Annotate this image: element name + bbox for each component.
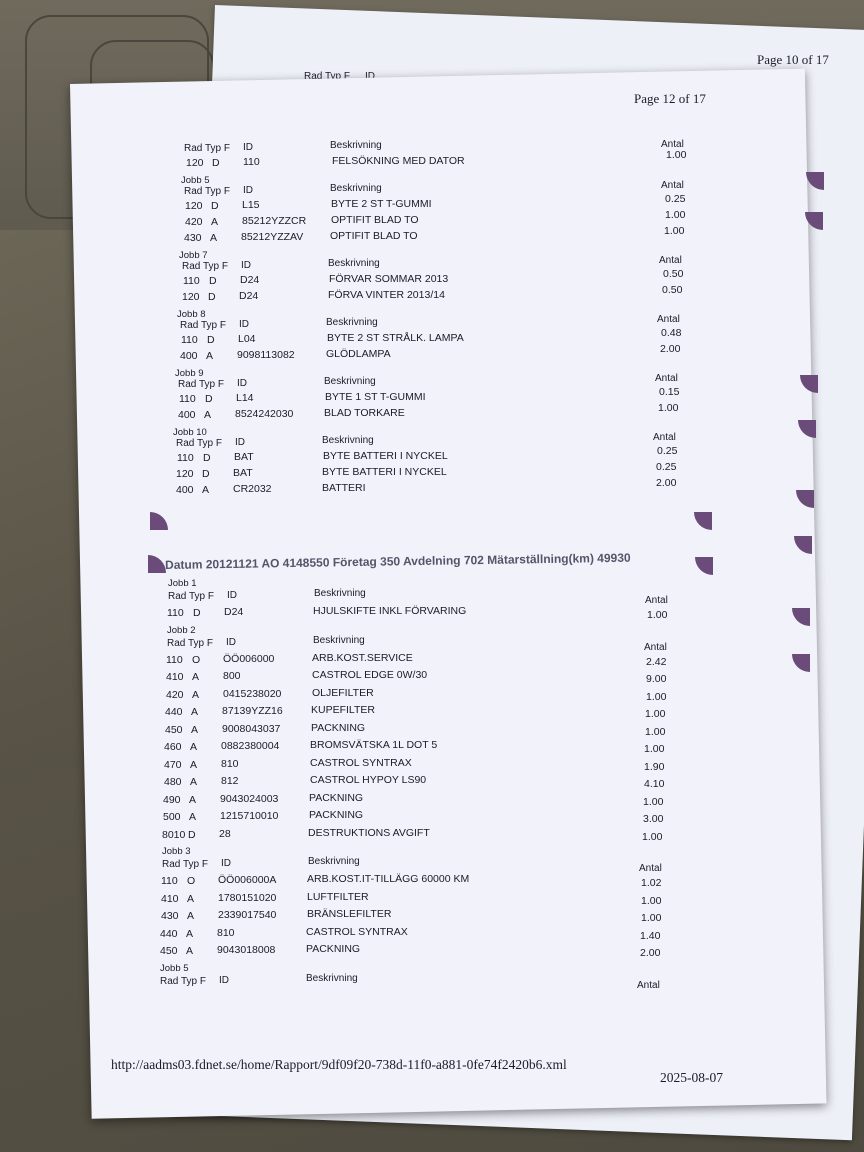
row-antal: 0.15 <box>659 386 680 398</box>
header-antal: Antal <box>644 642 667 653</box>
row-id: 85212YZZCR <box>242 215 307 227</box>
row-rad: 410 <box>161 893 179 905</box>
row-typ: A <box>186 928 194 940</box>
header-antal: Antal <box>659 255 682 266</box>
header-id: ID <box>243 142 253 153</box>
back-header-id: ID <box>365 71 375 82</box>
row-id: D24 <box>224 606 244 618</box>
row-beskrivning: GLÖDLAMPA <box>326 348 391 360</box>
row-antal: 2.00 <box>640 947 661 959</box>
punch-mark <box>794 536 812 554</box>
row-beskrivning: BYTE BATTERI I NYCKEL <box>322 466 447 478</box>
row-typ: D <box>208 291 216 303</box>
row-typ: A <box>187 893 195 905</box>
row-antal: 2.00 <box>660 343 681 355</box>
row-beskrivning: PACKNING <box>309 792 364 804</box>
row-id: L04 <box>238 333 256 345</box>
back-page-number: Page 10 of 17 <box>757 52 829 67</box>
row-antal: 1.00 <box>644 743 665 755</box>
row-rad: 120 <box>176 468 194 480</box>
row-rad: 110 <box>177 452 194 464</box>
row-antal: 1.40 <box>640 930 661 942</box>
header-antal: Antal <box>657 314 680 325</box>
row-id: 810 <box>221 758 239 770</box>
row-id: 9043018008 <box>217 944 276 956</box>
row-id: 85212YZZAV <box>241 231 304 243</box>
row-rad: 440 <box>165 706 183 718</box>
row-typ: A <box>191 706 199 718</box>
row-antal: 0.25 <box>665 193 686 205</box>
row-typ: D <box>207 334 215 346</box>
header-rad-typ-f: Rad Typ F <box>167 638 213 649</box>
header-rad-typ-f: Rad Typ F <box>180 320 226 331</box>
row-rad: 420 <box>185 216 203 228</box>
row-typ: O <box>187 875 196 887</box>
row-typ: D <box>212 157 220 169</box>
header-rad-typ-f: Rad Typ F <box>184 143 230 154</box>
footer-url: http://aadms03.fdnet.se/home/Rapport/9df09f20-738d-11f0-a881-0fe74f2420b6.xml <box>111 1057 567 1072</box>
row-rad: 120 <box>186 157 204 169</box>
job-label: Jobb 3 <box>162 846 191 857</box>
row-id: 87139YZZ16 <box>222 705 283 717</box>
job-label: Jobb 9 <box>175 368 204 379</box>
row-rad: 400 <box>176 484 194 496</box>
punch-mark <box>796 490 814 508</box>
header-antal: Antal <box>661 180 684 191</box>
row-rad: 110 <box>183 275 200 287</box>
row-rad: 120 <box>185 200 203 212</box>
header-beskrivning: Beskrivning <box>306 973 358 984</box>
row-rad: 120 <box>182 291 200 303</box>
row-typ: D <box>211 200 219 212</box>
row-id: 28 <box>219 828 231 840</box>
row-beskrivning: OLJEFILTER <box>312 687 374 699</box>
row-beskrivning: ARB.KOST.IT-TILLÄGG 60000 KM <box>307 873 470 885</box>
back-header-rad: Rad Typ F <box>304 71 350 82</box>
row-rad: 110 <box>167 607 184 619</box>
row-typ: D <box>202 468 210 480</box>
row-antal: 1.00 <box>647 609 668 621</box>
row-id: 812 <box>221 775 239 787</box>
row-id: ÖÖ006000A <box>218 874 277 886</box>
row-beskrivning: CASTROL HYPOY LS90 <box>310 774 427 786</box>
row-typ: A <box>211 216 219 228</box>
header-rad-typ-f: Rad Typ F <box>162 859 208 870</box>
job-label: Jobb 5 <box>160 963 189 974</box>
job-label: Jobb 1 <box>168 578 197 589</box>
header-id: ID <box>237 378 247 389</box>
row-rad: 450 <box>160 945 178 957</box>
row-beskrivning: LUFTFILTER <box>307 891 369 903</box>
header-id: ID <box>239 319 249 330</box>
row-typ: A <box>189 811 197 823</box>
row-beskrivning: CASTROL SYNTRAX <box>310 757 412 769</box>
punch-mark <box>792 608 810 626</box>
job-label: Jobb 8 <box>177 309 206 320</box>
row-beskrivning: HJULSKIFTE INKL FÖRVARING <box>313 605 467 617</box>
row-rad: 440 <box>160 928 178 940</box>
header-id: ID <box>227 590 237 601</box>
punch-mark <box>695 557 713 575</box>
row-antal: 0.25 <box>657 445 678 457</box>
header-rad-typ-f: Rad Typ F <box>182 261 228 272</box>
header-id: ID <box>221 858 231 869</box>
job-label: Jobb 5 <box>181 175 210 186</box>
header-beskrivning: Beskrivning <box>326 317 378 328</box>
page-number: Page 12 of 17 <box>634 91 706 106</box>
header-rad-typ-f: Rad Typ F <box>168 591 214 602</box>
row-antal: 1.00 <box>664 225 685 237</box>
row-id: 9008043037 <box>222 723 281 735</box>
row-rad: 110 <box>179 393 196 405</box>
header-rad-typ-f: Rad Typ F <box>176 438 222 449</box>
header-antal: Antal <box>661 139 684 150</box>
row-rad: 410 <box>166 671 184 683</box>
row-rad: 470 <box>164 759 182 771</box>
row-beskrivning: CASTROL SYNTRAX <box>306 926 408 938</box>
row-typ: D <box>203 452 211 464</box>
row-beskrivning: BRÄNSLEFILTER <box>307 908 392 920</box>
row-id: D24 <box>239 290 259 302</box>
row-antal: 3.00 <box>643 813 664 825</box>
row-antal: 1.00 <box>666 149 687 161</box>
row-id: 9098113082 <box>237 349 295 361</box>
punch-mark <box>805 212 823 230</box>
row-id: L15 <box>242 199 260 211</box>
row-antal: 4.10 <box>644 778 665 790</box>
row-typ: D <box>193 607 201 619</box>
row-antal: 1.90 <box>644 761 665 773</box>
job-label: Jobb 7 <box>179 250 208 261</box>
row-typ: A <box>190 759 198 771</box>
row-typ: A <box>210 232 218 244</box>
punch-mark <box>798 420 816 438</box>
row-antal: 1.00 <box>645 726 666 738</box>
row-beskrivning: BATTERI <box>322 482 366 494</box>
row-rad: 450 <box>165 724 183 736</box>
row-antal: 0.48 <box>661 327 682 339</box>
job-label: Jobb 10 <box>173 427 207 438</box>
punch-mark <box>792 654 810 672</box>
header-antal: Antal <box>639 863 662 874</box>
row-typ: D <box>188 829 196 841</box>
row-id: CR2032 <box>233 483 272 495</box>
row-beskrivning: FÖRVAR SOMMAR 2013 <box>329 273 449 285</box>
header-id: ID <box>226 637 236 648</box>
row-beskrivning: FELSÖKNING MED DATOR <box>332 155 465 167</box>
row-rad: 430 <box>184 232 202 244</box>
punch-mark <box>694 512 712 530</box>
row-rad: 460 <box>164 741 182 753</box>
header-id: ID <box>241 260 251 271</box>
row-beskrivning: BYTE 2 ST T-GUMMI <box>331 198 432 210</box>
job-label: Jobb 2 <box>167 625 196 636</box>
punch-mark <box>148 555 166 573</box>
punch-mark <box>150 512 168 530</box>
row-id: 1780151020 <box>218 892 277 904</box>
punch-mark <box>800 375 818 393</box>
row-antal: 1.00 <box>665 209 686 221</box>
row-antal: 1.00 <box>646 691 667 703</box>
row-antal: 1.00 <box>642 831 663 843</box>
row-beskrivning: OPTIFIT BLAD TO <box>331 214 419 226</box>
row-rad: 490 <box>163 794 181 806</box>
header-antal: Antal <box>653 432 676 443</box>
header-beskrivning: Beskrivning <box>328 258 380 269</box>
row-rad: 8010 <box>162 829 186 841</box>
row-antal: 2.42 <box>646 656 667 668</box>
row-beskrivning: PACKNING <box>306 943 361 955</box>
header-beskrivning: Beskrivning <box>324 376 376 387</box>
row-id: L14 <box>236 392 254 404</box>
row-beskrivning: OPTIFIT BLAD TO <box>330 230 418 242</box>
header-id: ID <box>235 437 245 448</box>
row-typ: D <box>209 275 217 287</box>
row-typ: A <box>190 741 198 753</box>
row-beskrivning: KUPEFILTER <box>311 704 375 716</box>
row-rad: 400 <box>178 409 196 421</box>
header-id: ID <box>219 975 229 986</box>
row-beskrivning: BLAD TORKARE <box>324 407 405 419</box>
row-beskrivning: FÖRVA VINTER 2013/14 <box>328 289 445 301</box>
row-typ: A <box>187 910 195 922</box>
row-id: 1215710010 <box>220 810 279 822</box>
row-antal: 0.50 <box>663 268 684 280</box>
row-antal: 1.02 <box>641 877 662 889</box>
header-beskrivning: Beskrivning <box>314 588 366 599</box>
row-antal: 1.00 <box>658 402 679 414</box>
row-id: BAT <box>233 467 253 479</box>
header-rad-typ-f: Rad Typ F <box>178 379 224 390</box>
row-typ: A <box>191 724 199 736</box>
row-typ: O <box>192 654 201 666</box>
row-typ: A <box>189 794 197 806</box>
row-typ: A <box>192 671 200 683</box>
header-antal: Antal <box>645 595 668 606</box>
row-beskrivning: ARB.KOST.SERVICE <box>312 652 413 664</box>
row-rad: 430 <box>161 910 179 922</box>
header-beskrivning: Beskrivning <box>330 140 382 151</box>
row-typ: A <box>192 689 200 701</box>
header-beskrivning: Beskrivning <box>330 183 382 194</box>
row-antal: 1.00 <box>641 895 662 907</box>
header-antal: Antal <box>637 980 660 991</box>
row-id: 110 <box>243 156 260 168</box>
row-id: 0415238020 <box>223 688 282 700</box>
row-id: 8524242030 <box>235 408 294 420</box>
row-rad: 110 <box>181 334 198 346</box>
header-rad-typ-f: Rad Typ F <box>184 186 230 197</box>
header-beskrivning: Beskrivning <box>308 856 360 867</box>
header-beskrivning: Beskrivning <box>322 435 374 446</box>
row-id: BAT <box>234 451 254 463</box>
row-rad: 480 <box>164 776 182 788</box>
row-antal: 0.25 <box>656 461 677 473</box>
row-beskrivning: BYTE 2 ST STRÅLK. LAMPA <box>327 332 464 344</box>
row-beskrivning: BROMSVÄTSKA 1L DOT 5 <box>310 739 438 751</box>
row-id: D24 <box>240 274 260 286</box>
row-antal: 1.00 <box>643 796 664 808</box>
row-typ: A <box>190 776 198 788</box>
row-beskrivning: DESTRUKTIONS AVGIFT <box>308 827 430 839</box>
header-beskrivning: Beskrivning <box>313 635 365 646</box>
row-beskrivning: BYTE BATTERI I NYCKEL <box>323 450 448 462</box>
row-typ: A <box>206 350 214 362</box>
row-id: 0882380004 <box>221 740 280 752</box>
row-rad: 110 <box>161 875 178 887</box>
header-rad-typ-f: Rad Typ F <box>160 976 206 987</box>
row-id: ÖÖ006000 <box>223 653 275 665</box>
header-antal: Antal <box>655 373 678 384</box>
row-rad: 420 <box>166 689 184 701</box>
row-beskrivning: PACKNING <box>309 809 364 821</box>
row-id: 800 <box>223 670 241 682</box>
row-typ: A <box>186 945 194 957</box>
row-beskrivning: BYTE 1 ST T-GUMMI <box>325 391 426 403</box>
row-rad: 110 <box>166 654 183 666</box>
datum-line: Datum 20121121 AO 4148550 Företag 350 Avdelning 702 Mätarställning(km) 49930 <box>165 550 631 572</box>
row-id: 9043024003 <box>220 793 279 805</box>
footer-date: 2025-08-07 <box>660 1070 723 1085</box>
row-beskrivning: CASTROL EDGE 0W/30 <box>312 669 428 681</box>
row-antal: 2.00 <box>656 477 677 489</box>
row-antal: 1.00 <box>641 912 662 924</box>
row-antal: 0.50 <box>662 284 683 296</box>
row-beskrivning: PACKNING <box>311 722 366 734</box>
row-id: 2339017540 <box>218 909 277 921</box>
header-id: ID <box>243 185 253 196</box>
row-antal: 1.00 <box>645 708 666 720</box>
row-antal: 9.00 <box>646 673 667 685</box>
row-rad: 500 <box>163 811 181 823</box>
row-typ: D <box>205 393 213 405</box>
row-typ: A <box>204 409 212 421</box>
row-id: 810 <box>217 927 235 939</box>
row-rad: 400 <box>180 350 198 362</box>
punch-mark <box>806 172 824 190</box>
row-typ: A <box>202 484 210 496</box>
